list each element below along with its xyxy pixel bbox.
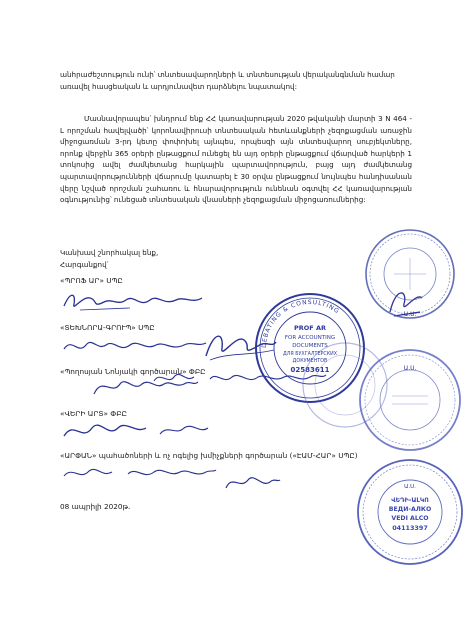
seal-4-name-arm: ՎԵԴԻ-ԱԼԿՈ	[391, 497, 429, 504]
seal-4-name-ru: ВЕДИ-АЛКО	[388, 506, 432, 513]
seal-1-line-3: DOCUMENTS	[292, 343, 328, 349]
seal-1-line-2: FOR ACCOUNTING	[284, 335, 336, 341]
signature-2	[60, 333, 210, 361]
company-seal-5	[300, 340, 390, 430]
seal-4-name-en: VEDI ALCO	[391, 515, 429, 522]
signature-6	[60, 416, 220, 446]
closing-regards: Հարգանքով՝	[60, 259, 109, 269]
letter-date: 08 ապրիլի 2020թ.	[60, 502, 131, 511]
signature-9	[222, 468, 282, 498]
seal-4-number: 04113397	[392, 524, 428, 532]
paragraph-request: Մասնավորապես՝ խնդրում ենք ՀՀ կառավարության 2020 թվականի մարտի 3 N 464 - Լ որոշման հավելվածի՝ կորոնավիրուսի տնտեսական հետևանքների չեզոքացման առաջին միջոցառման 3-րդ կետը փոփոխել այնպես, որպեսզի այն տնտեսվարող սուբյեկտները, որոնք վերջին 365 օրերի ընթացքում ունեցել են այդ օրերի ընթացքում վճարված հարկերի 1 տոկոսից ավել ժամկետանց հարկային պարտավորություն, բայց այդ ժամկետանց պարտավորությունների վճարումը կատարել է 30 օրվա ընթացքում նույնպես հանդիսանան վերը նշված որոշման շահառու և հնարավորություն ունենան օգտվել ՀՀ կառավարության օգնությունից՝ ունեցած տնտեսական վնասների չեզոքացման միջոցառումներից:	[60, 114, 412, 205]
signature-7	[60, 460, 220, 486]
org-name-1: «ՊՐՈՖ ԱՐ» ՍՊԸ	[60, 276, 123, 285]
company-seal-2	[364, 228, 456, 320]
seal-1-ring-text: DEBATING & CONSULTING	[260, 298, 341, 349]
closing-thanks: Կանխավ շնորհակալ ենք,	[60, 248, 159, 257]
paragraph-intro: անհրաժեշտություն ունի՝ տնտեսավարողների և տնտեսության վերականգնման համար առավել հասցեական և արդյունավետ դարձնելու նպատակով:	[60, 70, 395, 91]
org-name-2: «ՏԵԽՆՈՐԱ-ԳՐՈՒՊ» ՍՊԸ	[60, 323, 155, 332]
signature-1	[60, 286, 210, 316]
org-name-5: «ԱՐՓԱՆ» պահածոների և ոչ ոգելից խմիչքների գործարան («ԷԱՄ-ՀԱՐ» ՍՊԸ)	[60, 451, 358, 460]
org-name-3: «Պողոսյան Նոնյակի գործարան» ՓԲԸ	[60, 367, 206, 376]
seal-1-line-4: ДЛЯ БУХГАЛТЕРСКИХ	[282, 352, 338, 357]
company-seal-4	[356, 458, 464, 566]
org-name-4: «ՎԵՐԻ ԱՐՏ» ՓԲԸ	[60, 409, 127, 418]
seal-2-initials: Ա.Ս.	[403, 311, 417, 318]
closing-block	[60, 247, 260, 270]
seal-4-initials: Ա.Ս.	[404, 484, 416, 490]
seal-1-line-5: ДОКУМЕНТОВ	[292, 359, 328, 364]
seal-3-initials: Ա.Ս.	[403, 365, 417, 372]
seal-1-line-1: PROF AR	[293, 324, 327, 332]
seal-1-number: 02583611	[290, 366, 330, 374]
